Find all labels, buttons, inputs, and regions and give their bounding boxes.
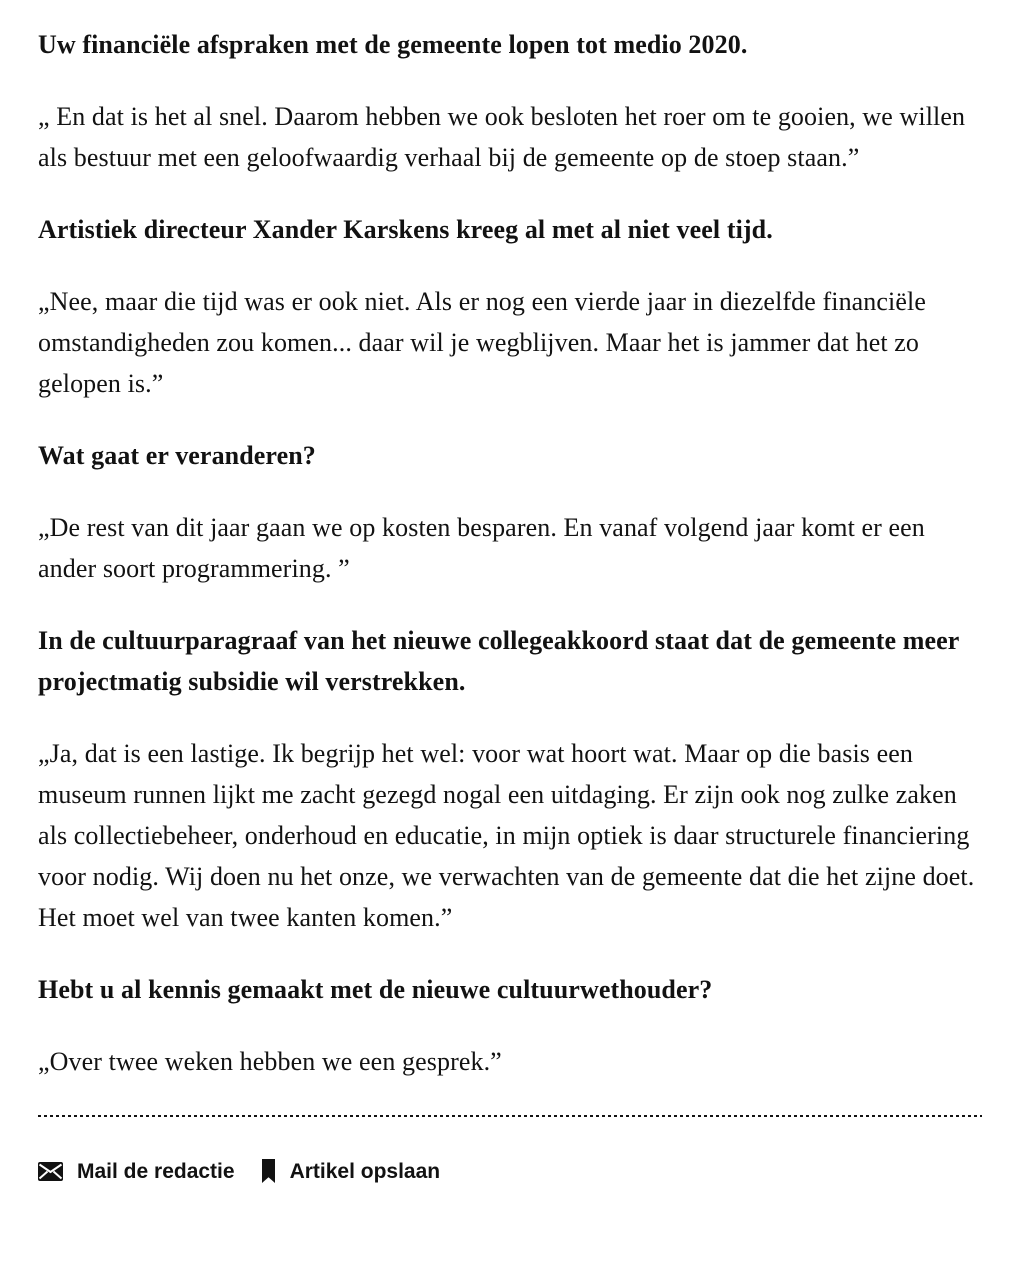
interview-answer: „ En dat is het al snel. Daarom hebben we ook besloten het roer om te gooien, we willen als bestuur met een geloofwaardig verhaal bij de gemeente op de stoep staan.”	[38, 102, 966, 172]
interview-question: Wat gaat er veranderen?	[38, 441, 316, 470]
mail-redactie-button[interactable]	[38, 1151, 235, 1192]
article-actions	[38, 1151, 982, 1192]
interview-answer: „De rest van dit jaar gaan we op kosten besparen. En vanaf volgend jaar komt er een ander soort programmering. ”	[38, 513, 925, 583]
interview-answer: „Ja, dat is een lastige. Ik begrijp het wel: voor wat hoort wat. Maar op die basis een museum runnen lijkt me zacht gezegd nogal een uitdaging. Er zijn ook nog zulke zaken als collectiebeheer, onderhoud en educatie, in mijn optiek is daar structurele financiering voor nodig. Wij doen nu het onze, we verwachten van de gemeente dat die het zijne doet. Het moet wel van twee kanten komen.”	[38, 739, 975, 932]
interview-answer: „Over twee weken hebben we een gesprek.”	[38, 1047, 502, 1076]
interview-question: Hebt u al kennis gemaakt met de nieuwe cultuurwethouder?	[38, 975, 713, 1004]
interview-question: Uw financiële afspraken met de gemeente lopen tot medio 2020.	[38, 30, 748, 59]
envelope-icon	[38, 1162, 63, 1181]
mail-redactie-label: Mail de redactie	[77, 1160, 235, 1183]
interview-answer: „Nee, maar die tijd was er ook niet. Als er nog een vierde jaar in diezelfde financiële omstandigheden zou komen... daar wil je wegblijven. Maar het is jammer dat het zo gelopen is.”	[38, 287, 926, 398]
save-article-button[interactable]	[261, 1151, 441, 1192]
bookmark-icon	[261, 1159, 276, 1184]
dotted-divider	[38, 1115, 982, 1117]
interview-question: Artistiek directeur Xander Karskens kreeg al met al niet veel tijd.	[38, 215, 773, 244]
save-article-label: Artikel opslaan	[289, 1160, 441, 1183]
interview-question: In de cultuurparagraaf van het nieuwe collegeakkoord staat dat de gemeente meer projectmatig subsidie wil verstrekken.	[38, 626, 959, 696]
